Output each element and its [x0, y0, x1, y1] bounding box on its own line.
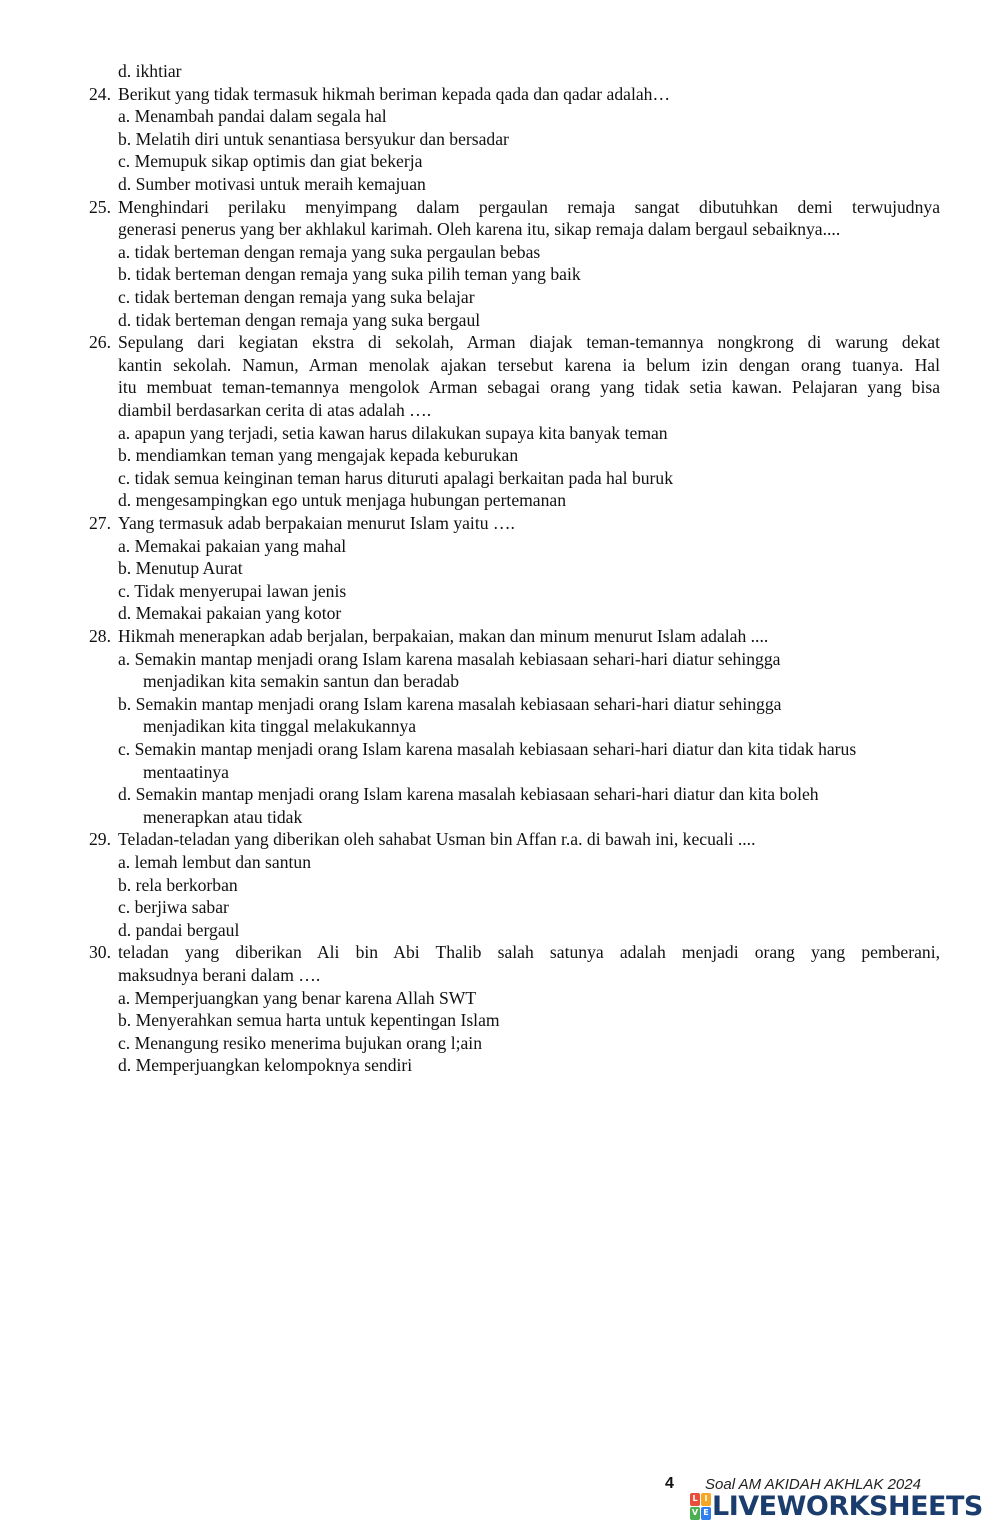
- answer-option: a. Semakin mantap menjadi orang Islam karena masalah kebiasaan sehari-hari diatur sehingga: [118, 648, 781, 669]
- answer-option: a. lemah lembut dan santun: [118, 852, 311, 872]
- answer-option: b. mendiamkan teman yang mengajak kepada keburukan: [118, 445, 519, 466]
- answer-option: d. Semakin mantap menjadi orang Islam karena masalah kebiasaan sehari-hari diatur dan kita boleh: [118, 784, 819, 805]
- question-text: Teladan-teladan yang diberikan oleh sahabat Usman bin Affan r.a. di bawah ini, kecuali ....: [118, 829, 756, 850]
- logo-tile: E: [701, 1507, 711, 1520]
- page-number: 4: [665, 1475, 674, 1492]
- answer-option: c. tidak berteman dengan remaja yang suka belajar: [118, 287, 475, 307]
- answer-option: b. tidak berteman dengan remaja yang suka pilih teman yang baik: [118, 264, 581, 285]
- answer-option: b. Menyerahkan semua harta untuk kepentingan Islam: [118, 1010, 500, 1031]
- answer-option: menerapkan atau tidak: [143, 806, 303, 827]
- question-number: 28.: [89, 626, 111, 646]
- answer-option: c. Semakin mantap menjadi orang Islam karena masalah kebiasaan sehari-hari diatur dan kita tidak harus: [118, 739, 857, 759]
- liveworksheets-logo-icon: [690, 1493, 710, 1519]
- question-number: 29.: [89, 829, 111, 850]
- question-number: 30.: [89, 942, 111, 963]
- answer-option: b. rela berkorban: [118, 874, 238, 895]
- question-text: Yang termasuk adab berpakaian menurut Islam yaitu ….: [118, 513, 515, 533]
- question-number: 26.: [89, 332, 111, 353]
- question-text: Sepulang dari kegiatan ekstra di sekolah, Arman diajak teman-temannya nongkrong di warung dekat: [118, 332, 940, 353]
- answer-option: a. Memakai pakaian yang mahal: [118, 535, 347, 556]
- answer-option: d. pandai bergaul: [118, 919, 240, 940]
- logo-tile: V: [690, 1507, 700, 1520]
- brand-name: LIVEWORKSHEETS: [712, 1490, 983, 1522]
- question-text: teladan yang diberikan Ali bin Abi Thalib salah satunya adalah menjadi orang yang pemberani,: [118, 942, 940, 963]
- question-text: Berikut yang tidak termasuk hikmah beriman kepada qada dan qadar adalah…: [118, 83, 671, 104]
- question-text: kantin sekolah. Namun, Arman menolak ajakan tersebut karena ia belum izin dengan orang tuanya. Hal: [118, 354, 940, 375]
- question-text: maksudnya berani dalam ….: [118, 965, 321, 985]
- answer-option: menjadikan kita tinggal melakukannya: [143, 716, 417, 737]
- answer-option: c. tidak semua keinginan teman harus dituruti apalagi berkaitan pada hal buruk: [118, 467, 673, 488]
- document-title: Soal AM AKIDAH AKHLAK 2024: [705, 1476, 921, 1493]
- answer-option: c. Tidak menyerupai lawan jenis: [118, 580, 347, 601]
- answer-option: mentaatinya: [143, 761, 229, 782]
- previous-question-option-d: d. ikhtiar: [118, 61, 182, 81]
- answer-option: a. Memperjuangkan yang benar karena Allah SWT: [118, 987, 477, 1008]
- question-number: 24.: [89, 83, 111, 104]
- answer-option: b. Semakin mantap menjadi orang Islam karena masalah kebiasaan sehari-hari diatur sehingga: [118, 693, 782, 714]
- answer-option: b. Menutup Aurat: [118, 558, 243, 579]
- answer-option: b. Melatih diri untuk senantiasa bersyukur dan bersadar: [118, 128, 509, 149]
- answer-option: a. Menambah pandai dalam segala hal: [118, 106, 387, 127]
- answer-option: d. Sumber motivasi untuk meraih kemajuan: [118, 174, 426, 194]
- answer-option: menjadikan kita semakin santun dan beradab: [143, 671, 460, 692]
- question-text: itu membuat teman-temannya mengolok Arman sebagai orang yang tidak setia kawan. Pelajaran yang bisa: [118, 377, 940, 398]
- question-number: 27.: [89, 513, 111, 533]
- question-text: generasi penerus yang ber akhlakul karimah. Oleh karena itu, sikap remaja dalam bergaul sebaiknya....: [118, 219, 841, 240]
- answer-option: d. mengesampingkan ego untuk menjaga hubungan pertemanan: [118, 490, 567, 511]
- question-number: 25.: [89, 196, 111, 217]
- answer-option: c. Memupuk sikap optimis dan giat bekerja: [118, 151, 423, 172]
- liveworksheets-brand[interactable]: [690, 1489, 983, 1523]
- answer-option: d. tidak berteman dengan remaja yang suka bergaul: [118, 309, 481, 330]
- question-text: diambil berdasarkan cerita di atas adalah ….: [118, 400, 432, 420]
- answer-option: d. Memperjuangkan kelompoknya sendiri: [118, 1055, 413, 1076]
- answer-option: c. berjiwa sabar: [118, 897, 229, 918]
- answer-option: a. tidak berteman dengan remaja yang suka pergaulan bebas: [118, 241, 541, 262]
- answer-option: c. Menangung resiko menerima bujukan orang l;ain: [118, 1032, 482, 1053]
- logo-tile: L: [690, 1493, 700, 1506]
- answer-option: a. apapun yang terjadi, setia kawan harus dilakukan supaya kita banyak teman: [118, 422, 668, 443]
- question-text: Hikmah menerapkan adab berjalan, berpakaian, makan dan minum menurut Islam adalah ....: [118, 626, 769, 646]
- answer-option: d. Memakai pakaian yang kotor: [118, 603, 342, 624]
- logo-tile: I: [701, 1493, 711, 1506]
- question-text: Menghindari perilaku menyimpang dalam pergaulan remaja sangat dibutuhkan demi terwujudnya: [118, 196, 940, 217]
